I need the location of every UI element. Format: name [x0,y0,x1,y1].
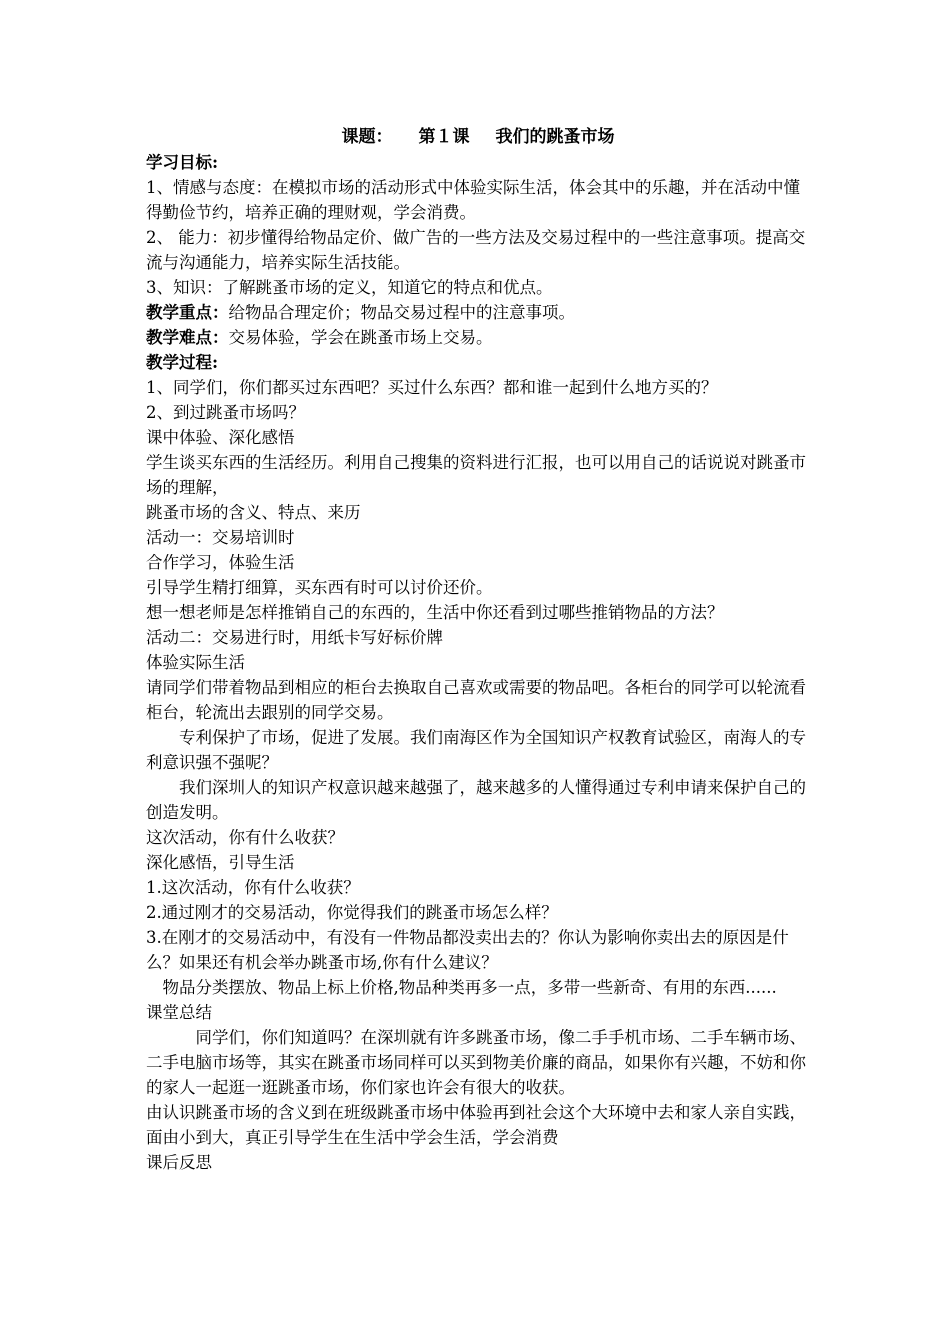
closing-paragraph: 由认识跳蚤市场的含义到在班级跳蚤市场中体验再到社会这个大环境中去和家人亲自实践，面由小到大，真正引导学生在生活中学会生活，学会消费 [146,1103,806,1147]
title-lesson-number: 第１课 [418,127,470,147]
summary-heading: 课堂总结 [146,1003,212,1022]
process-line: 课中体验、深化感悟 [146,428,295,447]
process-line: 2、到过跳蚤市场吗？ [146,403,305,422]
process-line: 跳蚤市场的含义、特点、来历 [146,503,361,522]
lesson-title [146,124,810,150]
process-line: 这次活动，你有什么收获？ [146,828,344,847]
goal-item: 2、 能力：初步懂得给物品定价、做广告的一些方法及交易过程中的一些注意事项。提高交流与沟通能力，培养实际生活技能。 [146,228,806,272]
key-point [146,300,810,325]
goal-item: 3、知识：了解跳蚤市场的定义，知道它的特点和优点。 [146,278,553,297]
process-line: 深化感悟，引导生活 [146,853,295,872]
process-line: 3.在刚才的交易活动中，有没有一件物品都没卖出去的？你认为影响你卖出去的原因是什么？如果还有机会举办跳蚤市场,你有什么建议？ [146,928,789,972]
process-line: 2.通过刚才的交易活动，你觉得我们的跳蚤市场怎么样？ [146,903,558,922]
difficulty-text: 交易体验，学会在跳蚤市场上交易。 [228,328,493,347]
process-line: 学生谈买东西的生活经历。利用自己搜集的资料进行汇报，也可以用自己的话说说对跳蚤市场的理解， [146,453,806,497]
process-line: 活动二：交易进行时，用纸卡写好标价牌 [146,628,443,647]
goal-item: 1、情感与态度：在模拟市场的活动形式中体验实际生活，体会其中的乐趣，并在活动中懂得勤俭节约，培养正确的理财观，学会消费。 [146,178,800,222]
suggestion-paragraph: 物品分类摆放、物品上标上价格,物品种类再多一点，多带一些新奇、有用的东西...... [162,978,777,997]
patent-paragraph: 专利保护了市场，促进了发展。我们南海区作为全国知识产权教育试验区，南海人的专利意识强不强呢？ [146,728,806,772]
process-line: 体验实际生活 [146,653,245,672]
goals-heading: 学习目标: [146,153,219,172]
process-line: 1、同学们，你们都买过东西吧？买过什么东西？都和谁一起到什么地方买的？ [146,378,718,397]
difficulty [146,325,810,350]
process-line: 想一想老师是怎样推销自己的东西的，生活中你还看到过哪些推销物品的方法？ [146,603,724,622]
title-lesson-name: 我们的跳蚤市场 [495,127,615,147]
difficulty-label: 教学难点： [146,328,229,347]
reflection-heading: 课后反思 [146,1153,212,1172]
patent-paragraph: 我们深圳人的知识产权意识越来越强了，越来越多的人懂得通过专利申请来保护自己的创造发明。 [146,778,806,822]
process-line: 活动一：交易培训时 [146,528,295,547]
key-point-label: 教学重点： [146,303,229,322]
process-line: 1.这次活动，你有什么收获？ [146,878,360,897]
process-heading: 教学过程: [146,353,219,372]
process-line: 引导学生精打细算，买东西有时可以讨价还价。 [146,578,493,597]
title-label: 课题： [341,127,393,147]
process-line: 请同学们带着物品到相应的柜台去换取自己喜欢或需要的物品吧。各柜台的同学可以轮流看柜台，轮流出去跟别的同学交易。 [146,678,806,722]
process-line: 合作学习，体验生活 [146,553,295,572]
summary-paragraph: 同学们，你们知道吗？在深圳就有许多跳蚤市场，像二手手机市场、二手车辆市场、二手电脑市场等，其实在跳蚤市场同样可以买到物美价廉的商品，如果你有兴趣，不妨和你的家人一起逛一逛跳蚤市场，你们家也许会有很大的收获。 [146,1028,806,1097]
key-point-text: 给物品合理定价；物品交易过程中的注意事项。 [228,303,575,322]
